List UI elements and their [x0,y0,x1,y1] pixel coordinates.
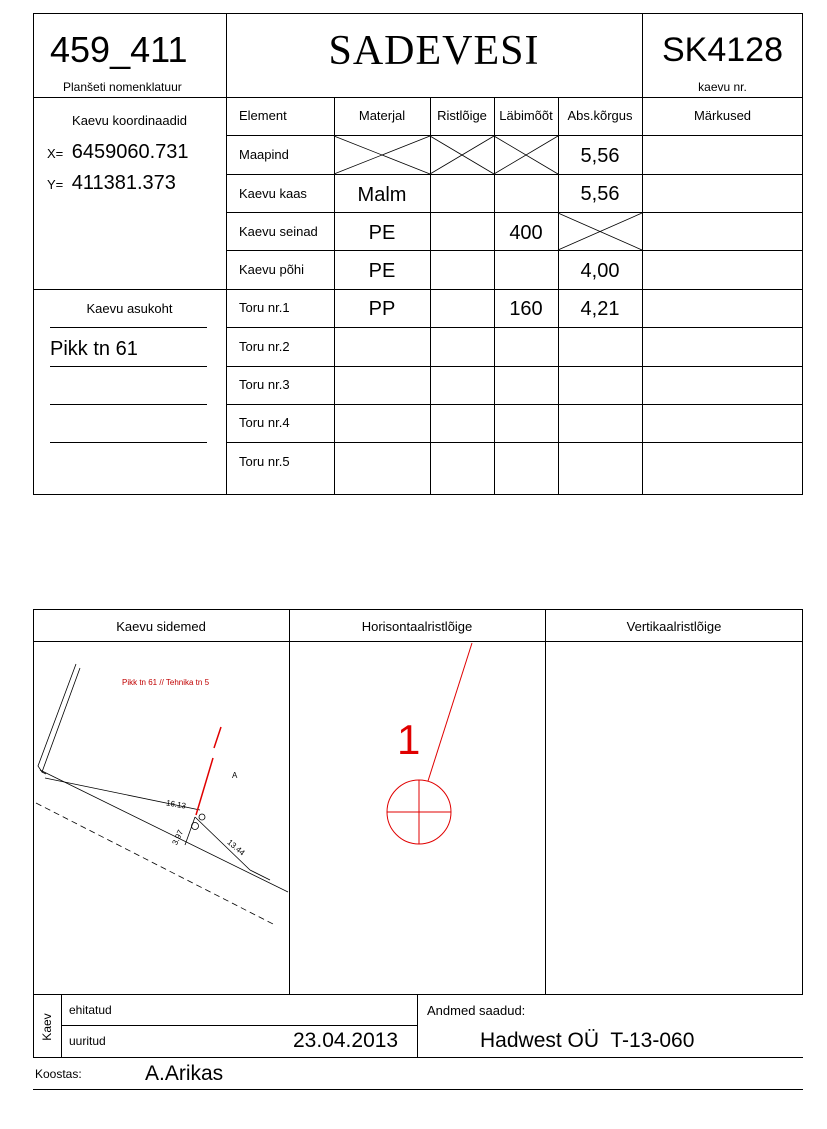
coord-y-value: 411381.373 [71,172,176,194]
built-label: ehitatud [69,1003,112,1017]
sheet-code: 459_411 [50,29,188,70]
row-element: Toru nr.4 [239,415,290,430]
row-element: Kaevu kaas [239,186,307,201]
map-dimension: 3.97 [170,828,186,847]
panel-title-horizontal: Horisontaalristlõige [361,619,473,634]
form-title: SADEVESI [328,28,540,74]
col-header-section: Ristlõige [437,108,487,123]
row-material: PP [368,298,396,320]
row-element: Kaevu põhi [239,262,305,277]
well-caption: kaevu nr. [698,80,747,94]
map-point-label: A [232,771,238,780]
col-header-remarks: Märkused [693,108,752,123]
map-dimension: 16.13 [165,798,187,811]
map-street-label: Pikk tn 61 // Tehnika tn 5 [122,678,210,687]
col-header-element: Element [239,108,287,123]
row-elevation: 4,21 [580,298,620,320]
row-elevation: 5,56 [580,145,620,167]
side-label: Kaev [40,1013,54,1041]
well-code: SK4128 [662,31,783,69]
coords-caption: Kaevu koordinaadid [72,113,187,128]
row-element: Kaevu seinad [239,224,318,239]
row-material: Malm [357,184,407,206]
location-caption: Kaevu asukoht [86,301,173,316]
row-element: Maapind [239,147,289,162]
col-header-diameter: Läbimõõt [499,108,553,123]
inspected-date: 23.04.2013 [293,1029,399,1052]
row-element: Toru nr.3 [239,377,290,392]
panel-title-ties: Kaevu sidemed [116,619,206,634]
row-elevation: 5,56 [580,183,620,205]
location-address: Pikk tn 61 [50,338,138,360]
col-header-material: Materjal [358,108,406,123]
col-header-elevation: Abs.kõrgus [567,108,633,123]
row-diameter: 400 [509,222,543,244]
sheet-caption: Planšeti nomenklatuur [63,80,182,94]
coord-x-value: 6459060.731 [71,141,189,163]
row-element: Toru nr.1 [239,300,290,315]
panel-title-vertical: Vertikaalristlõige [626,619,722,634]
row-material: PE [368,260,396,282]
author-name: A.Arikas [145,1062,224,1085]
data-source-label: Andmed saadud: [427,1003,526,1018]
author-label: Koostas: [35,1067,82,1081]
coord-x-label: X= [47,146,64,161]
row-elevation: 4,00 [580,260,620,282]
coord-y-label: Y= [47,177,64,192]
inspected-label: uuritud [69,1034,106,1048]
data-source: Hadwest OÜ T-13-060 [480,1029,695,1052]
row-element: Toru nr.5 [239,454,290,469]
row-diameter: 160 [509,298,543,320]
map-dimension: 13.44 [225,837,247,858]
row-material: PE [368,222,396,244]
pipe-number-label: 1 [397,716,421,763]
row-element: Toru nr.2 [239,339,290,354]
